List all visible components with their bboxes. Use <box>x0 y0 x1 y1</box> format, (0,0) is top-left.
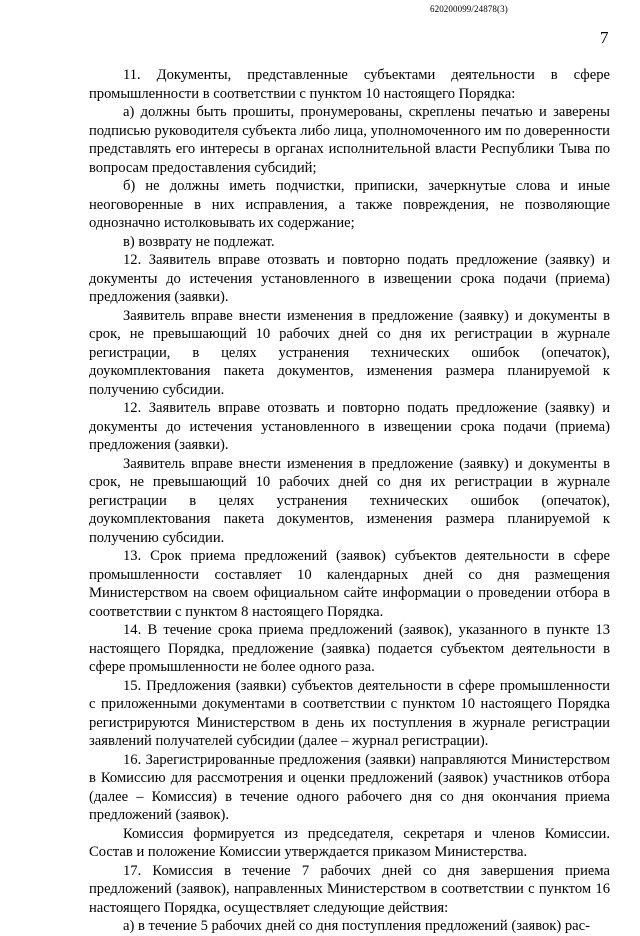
paragraph: Комиссия формируется из председателя, секретаря и членов Комиссии. Состав и положение Комиссии утверждается приказом Министерства. <box>89 825 610 860</box>
page-number: 7 <box>600 28 609 47</box>
paragraph: 17. Комиссия в течение 7 рабочих дней со дня завершения приема предложений (заявок), направленных Министерством в соответствии с пунктом 16 настоящего Порядка, осуществляет следующие действия: <box>89 862 610 916</box>
document-code: 620200099/24878(3) <box>430 4 508 14</box>
paragraph: б) не должны иметь подчистки, приписки, зачеркнутые слова и иные неоговоренные в них исправления, а также повреждения, не позволяющие однозначно истолковывать их содержание; <box>89 178 610 231</box>
paragraph: 15. Предложения (заявки) субъектов деятельности в сфере промышленности с приложенными документами в соответствии с пунктом 10 настоящего Порядка регистрируются Министерством в день их поступления в журнале регистрации заявлений получателей субсидии (далее – журнал регистрации). <box>89 677 610 749</box>
paragraph: 13. Срок приема предложений (заявок) субъектов деятельности в сфере промышленности составляет 10 календарных дней со дня размещения Министерством на своем официальном сайте информации о проведении отбора в соответствии с пунктом 8 настоящего Порядка. <box>89 548 610 620</box>
paragraph: а) должны быть прошиты, пронумерованы, скреплены печатью и заверены подписью руководителя субъекта либо лица, уполномоченного им по доверенности представлять его интересы в органах исполнительной власти Республики Тыва по вопросам предоставления субсидий; <box>89 104 610 176</box>
paragraph: 12. Заявитель вправе отозвать и повторно подать предложение (заявку) и документы до истечения установленного в извещении срока подачи (приема) предложения (заявки). <box>89 252 610 305</box>
paragraph: а) в течение 5 рабочих дней со дня поступления предложений (заявок) рас- <box>123 918 590 934</box>
paragraph: 11. Документы, представленные субъектами деятельности в сфере промышленности в соответствии с пунктом 10 настоящего Порядка: <box>89 67 610 102</box>
paragraph: Заявитель вправе внести изменения в предложение (заявку) и документы в срок, не превышающий 10 рабочих дней со дня их регистрации в журнале регистрации в целях устранения технических ошибок (опечаток), доукомплектования пакета документов, изменения размера планируемой к получению субсидии. <box>89 455 610 546</box>
paragraph: Заявитель вправе внести изменения в предложение (заявку) и документы в срок, не превышающий 10 рабочих дней со дня их регистрации в журнале регистрации, в целях устранения технических ошибок (опечаток), доукомплектования пакета документов, изменения размера планируемой к получению субсидии. <box>89 307 610 398</box>
paragraph: в) возврату не подлежат. <box>123 233 275 250</box>
paragraph: 14. В течение срока приема предложений (заявок), указанного в пункте 13 настоящего Порядка, предложение (заявка) подается субъектом деятельности в сфере промышленности не более одного раза. <box>89 622 610 675</box>
paragraph: 16. Зарегистрированные предложения (заявки) направляются Министерством в Комиссию для рассмотрения и оценки предложений (заявок) участников отбора (далее – Комиссия) в течение одного рабочего дня со дня окончания приема предложений (заявок). <box>89 751 610 823</box>
document-body <box>89 66 610 936</box>
paragraph: 12. Заявитель вправе отозвать и повторно подать предложение (заявку) и документы до истечения установленного в извещении срока подачи (приема) предложения (заявки). <box>89 400 610 453</box>
